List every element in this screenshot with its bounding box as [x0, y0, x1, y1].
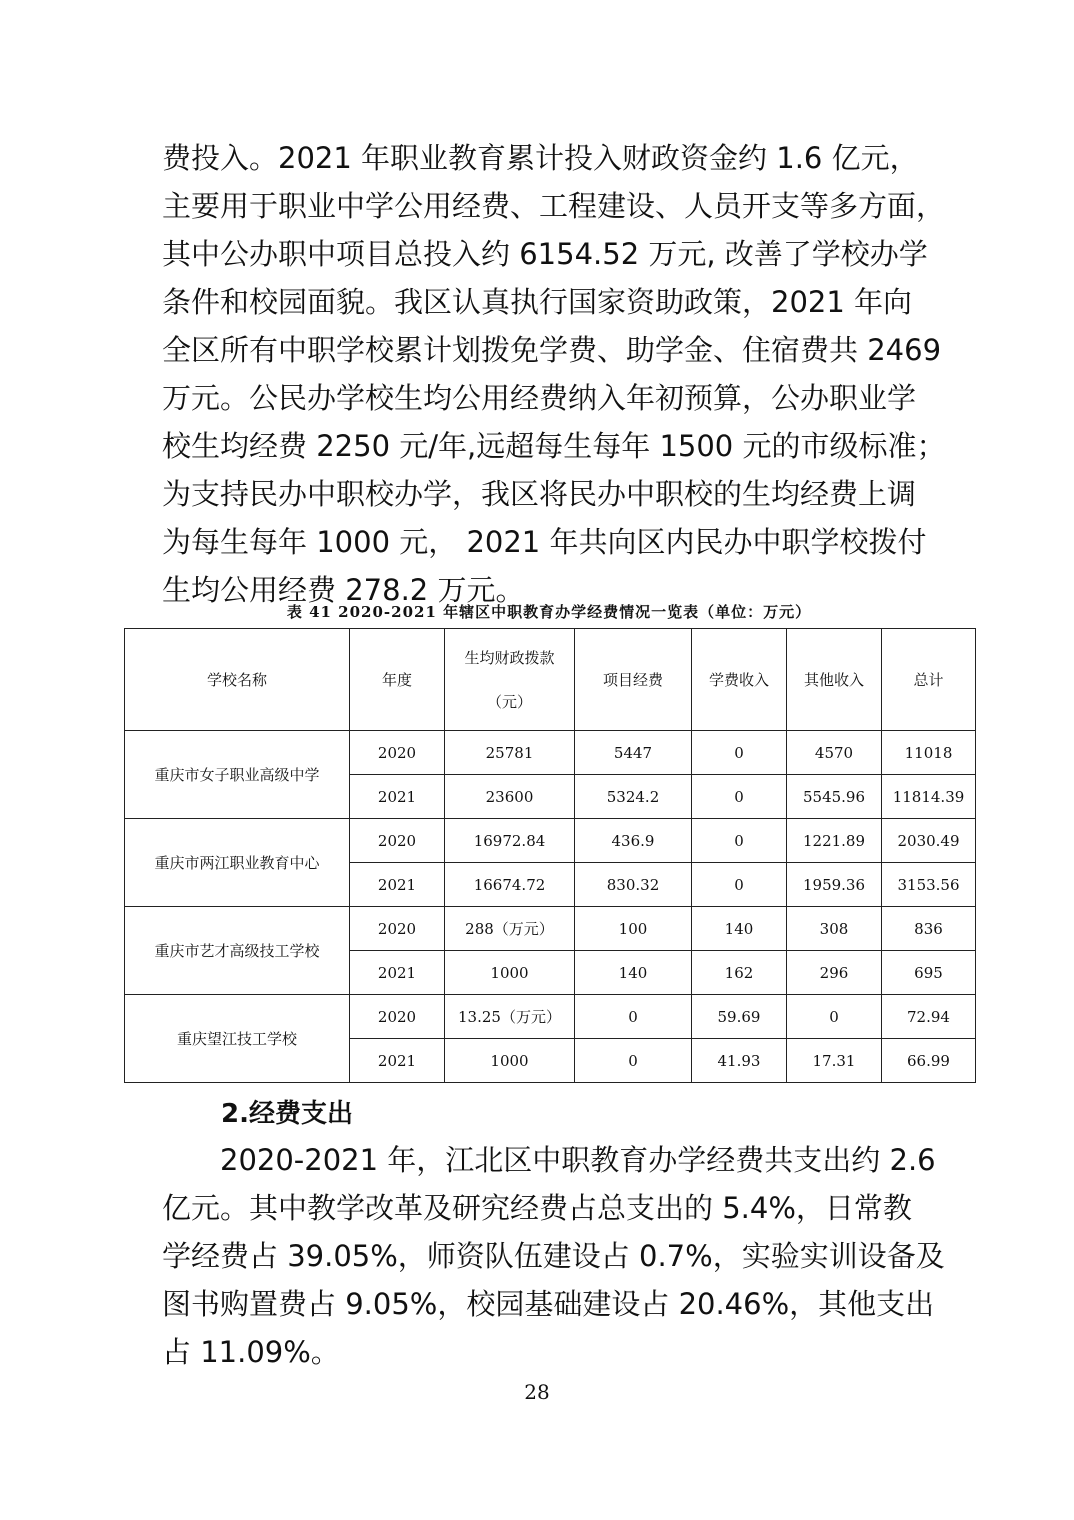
table-row: [125, 995, 976, 1039]
per-student-cell: 1000: [445, 1039, 575, 1083]
project-cell: 5447: [575, 731, 692, 775]
text-line: 为支持民办中职校办学，我区将民办中职校的生均经费上调: [162, 477, 917, 511]
section-heading-expenditure: 2.经费支出: [221, 1099, 353, 1129]
text-line: 费投入。2021 年职业教育累计投入财政资金约 1.6 亿元，: [162, 141, 919, 175]
per-student-cell: 1000: [445, 951, 575, 995]
table-row: [125, 819, 976, 863]
header-tuition-income: 学费收入: [692, 629, 787, 731]
header-per-student-funding: [445, 629, 575, 731]
year-cell: 2021: [350, 775, 445, 819]
year-cell: 2021: [350, 863, 445, 907]
total-cell: 2030.49: [882, 819, 976, 863]
header-per-student-unit: （元）: [486, 692, 532, 711]
other-income-cell: 296: [787, 951, 882, 995]
tuition-cell: 162: [692, 951, 787, 995]
per-student-cell: 25781: [445, 731, 575, 775]
year-cell: 2020: [350, 731, 445, 775]
year-cell: 2021: [350, 951, 445, 995]
project-cell: 436.9: [575, 819, 692, 863]
other-income-cell: 17.31: [787, 1039, 882, 1083]
table-caption: 表 41 2020-2021 年辖区中职教育办学经费情况一览表（单位：万元）: [286, 603, 812, 621]
project-cell: 100: [575, 907, 692, 951]
tuition-cell: 0: [692, 731, 787, 775]
text-line: 图书购置费占 9.05%，校园基础建设占 20.46%，其他支出: [162, 1287, 935, 1321]
year-cell: 2020: [350, 907, 445, 951]
text-line: 亿元。其中教学改革及研究经费占总支出的 5.4%，日常教: [162, 1191, 912, 1225]
per-student-cell: 288（万元）: [445, 907, 575, 951]
other-income-cell: 0: [787, 995, 882, 1039]
body-paragraph-expenditure: [162, 1136, 945, 1376]
total-cell: 3153.56: [882, 863, 976, 907]
other-income-cell: 1959.36: [787, 863, 882, 907]
project-cell: 140: [575, 951, 692, 995]
funding-table: [124, 628, 976, 1083]
tuition-cell: 59.69: [692, 995, 787, 1039]
header-total: 总计: [882, 629, 976, 731]
per-student-cell: 16674.72: [445, 863, 575, 907]
text-line: 占 11.09%。: [162, 1335, 340, 1369]
school-name-cell: 重庆市艺才高级技工学校: [125, 907, 350, 995]
per-student-cell: 23600: [445, 775, 575, 819]
school-name-cell: 重庆市女子职业高级中学: [125, 731, 350, 819]
text-line: 2020-2021 年，江北区中职教育办学经费共支出约 2.6: [220, 1143, 936, 1177]
project-cell: 0: [575, 1039, 692, 1083]
project-cell: 830.32: [575, 863, 692, 907]
year-cell: 2020: [350, 995, 445, 1039]
total-cell: 66.99: [882, 1039, 976, 1083]
total-cell: 836: [882, 907, 976, 951]
tuition-cell: 0: [692, 863, 787, 907]
text-line: 万元。公民办学校生均公用经费纳入年初预算，公办职业学: [162, 381, 917, 415]
header-year: 年度: [350, 629, 445, 731]
table-header-row: [125, 629, 976, 731]
header-project-funds: 项目经费: [575, 629, 692, 731]
header-school-name: 学校名称: [125, 629, 350, 731]
year-cell: 2020: [350, 819, 445, 863]
text-line: 生均公用经费 278.2 万元。: [162, 573, 525, 607]
year-cell: 2021: [350, 1039, 445, 1083]
text-line: 校生均经费 2250 元/年,远超每生每年 1500 元的市级标准；: [162, 429, 946, 463]
other-income-cell: 1221.89: [787, 819, 882, 863]
total-cell: 11018: [882, 731, 976, 775]
body-paragraph-funding-input: [162, 134, 946, 614]
total-cell: 11814.39: [882, 775, 976, 819]
header-per-student-label: 生均财政拨款: [464, 648, 555, 667]
per-student-cell: 13.25（万元）: [445, 995, 575, 1039]
total-cell: 695: [882, 951, 976, 995]
text-line: 条件和校园面貌。我区认真执行国家资助政策，2021 年向: [162, 285, 913, 319]
tuition-cell: 41.93: [692, 1039, 787, 1083]
other-income-cell: 308: [787, 907, 882, 951]
page-number: 28: [524, 1380, 550, 1404]
table-row: [125, 907, 976, 951]
tuition-cell: 0: [692, 819, 787, 863]
project-cell: 0: [575, 995, 692, 1039]
text-line: 全区所有中职学校累计划拨免学费、助学金、住宿费共 2469: [162, 333, 942, 367]
total-cell: 72.94: [882, 995, 976, 1039]
tuition-cell: 140: [692, 907, 787, 951]
other-income-cell: 4570: [787, 731, 882, 775]
project-cell: 5324.2: [575, 775, 692, 819]
per-student-cell: 16972.84: [445, 819, 575, 863]
tuition-cell: 0: [692, 775, 787, 819]
table-row: [125, 731, 976, 775]
school-name-cell: 重庆市两江职业教育中心: [125, 819, 350, 907]
school-name-cell: 重庆望江技工学校: [125, 995, 350, 1083]
text-line: 为每生每年 1000 元， 2021 年共向区内民办中职学校拨付: [162, 525, 927, 559]
text-line: 学经费占 39.05%，师资队伍建设占 0.7%，实验实训设备及: [162, 1239, 945, 1273]
text-line: 主要用于职业中学公用经费、工程建设、人员开支等多方面，: [162, 189, 946, 223]
other-income-cell: 5545.96: [787, 775, 882, 819]
text-line: 其中公办职中项目总投入约 6154.52 万元, 改善了学校办学: [162, 237, 928, 271]
header-other-income: 其他收入: [787, 629, 882, 731]
